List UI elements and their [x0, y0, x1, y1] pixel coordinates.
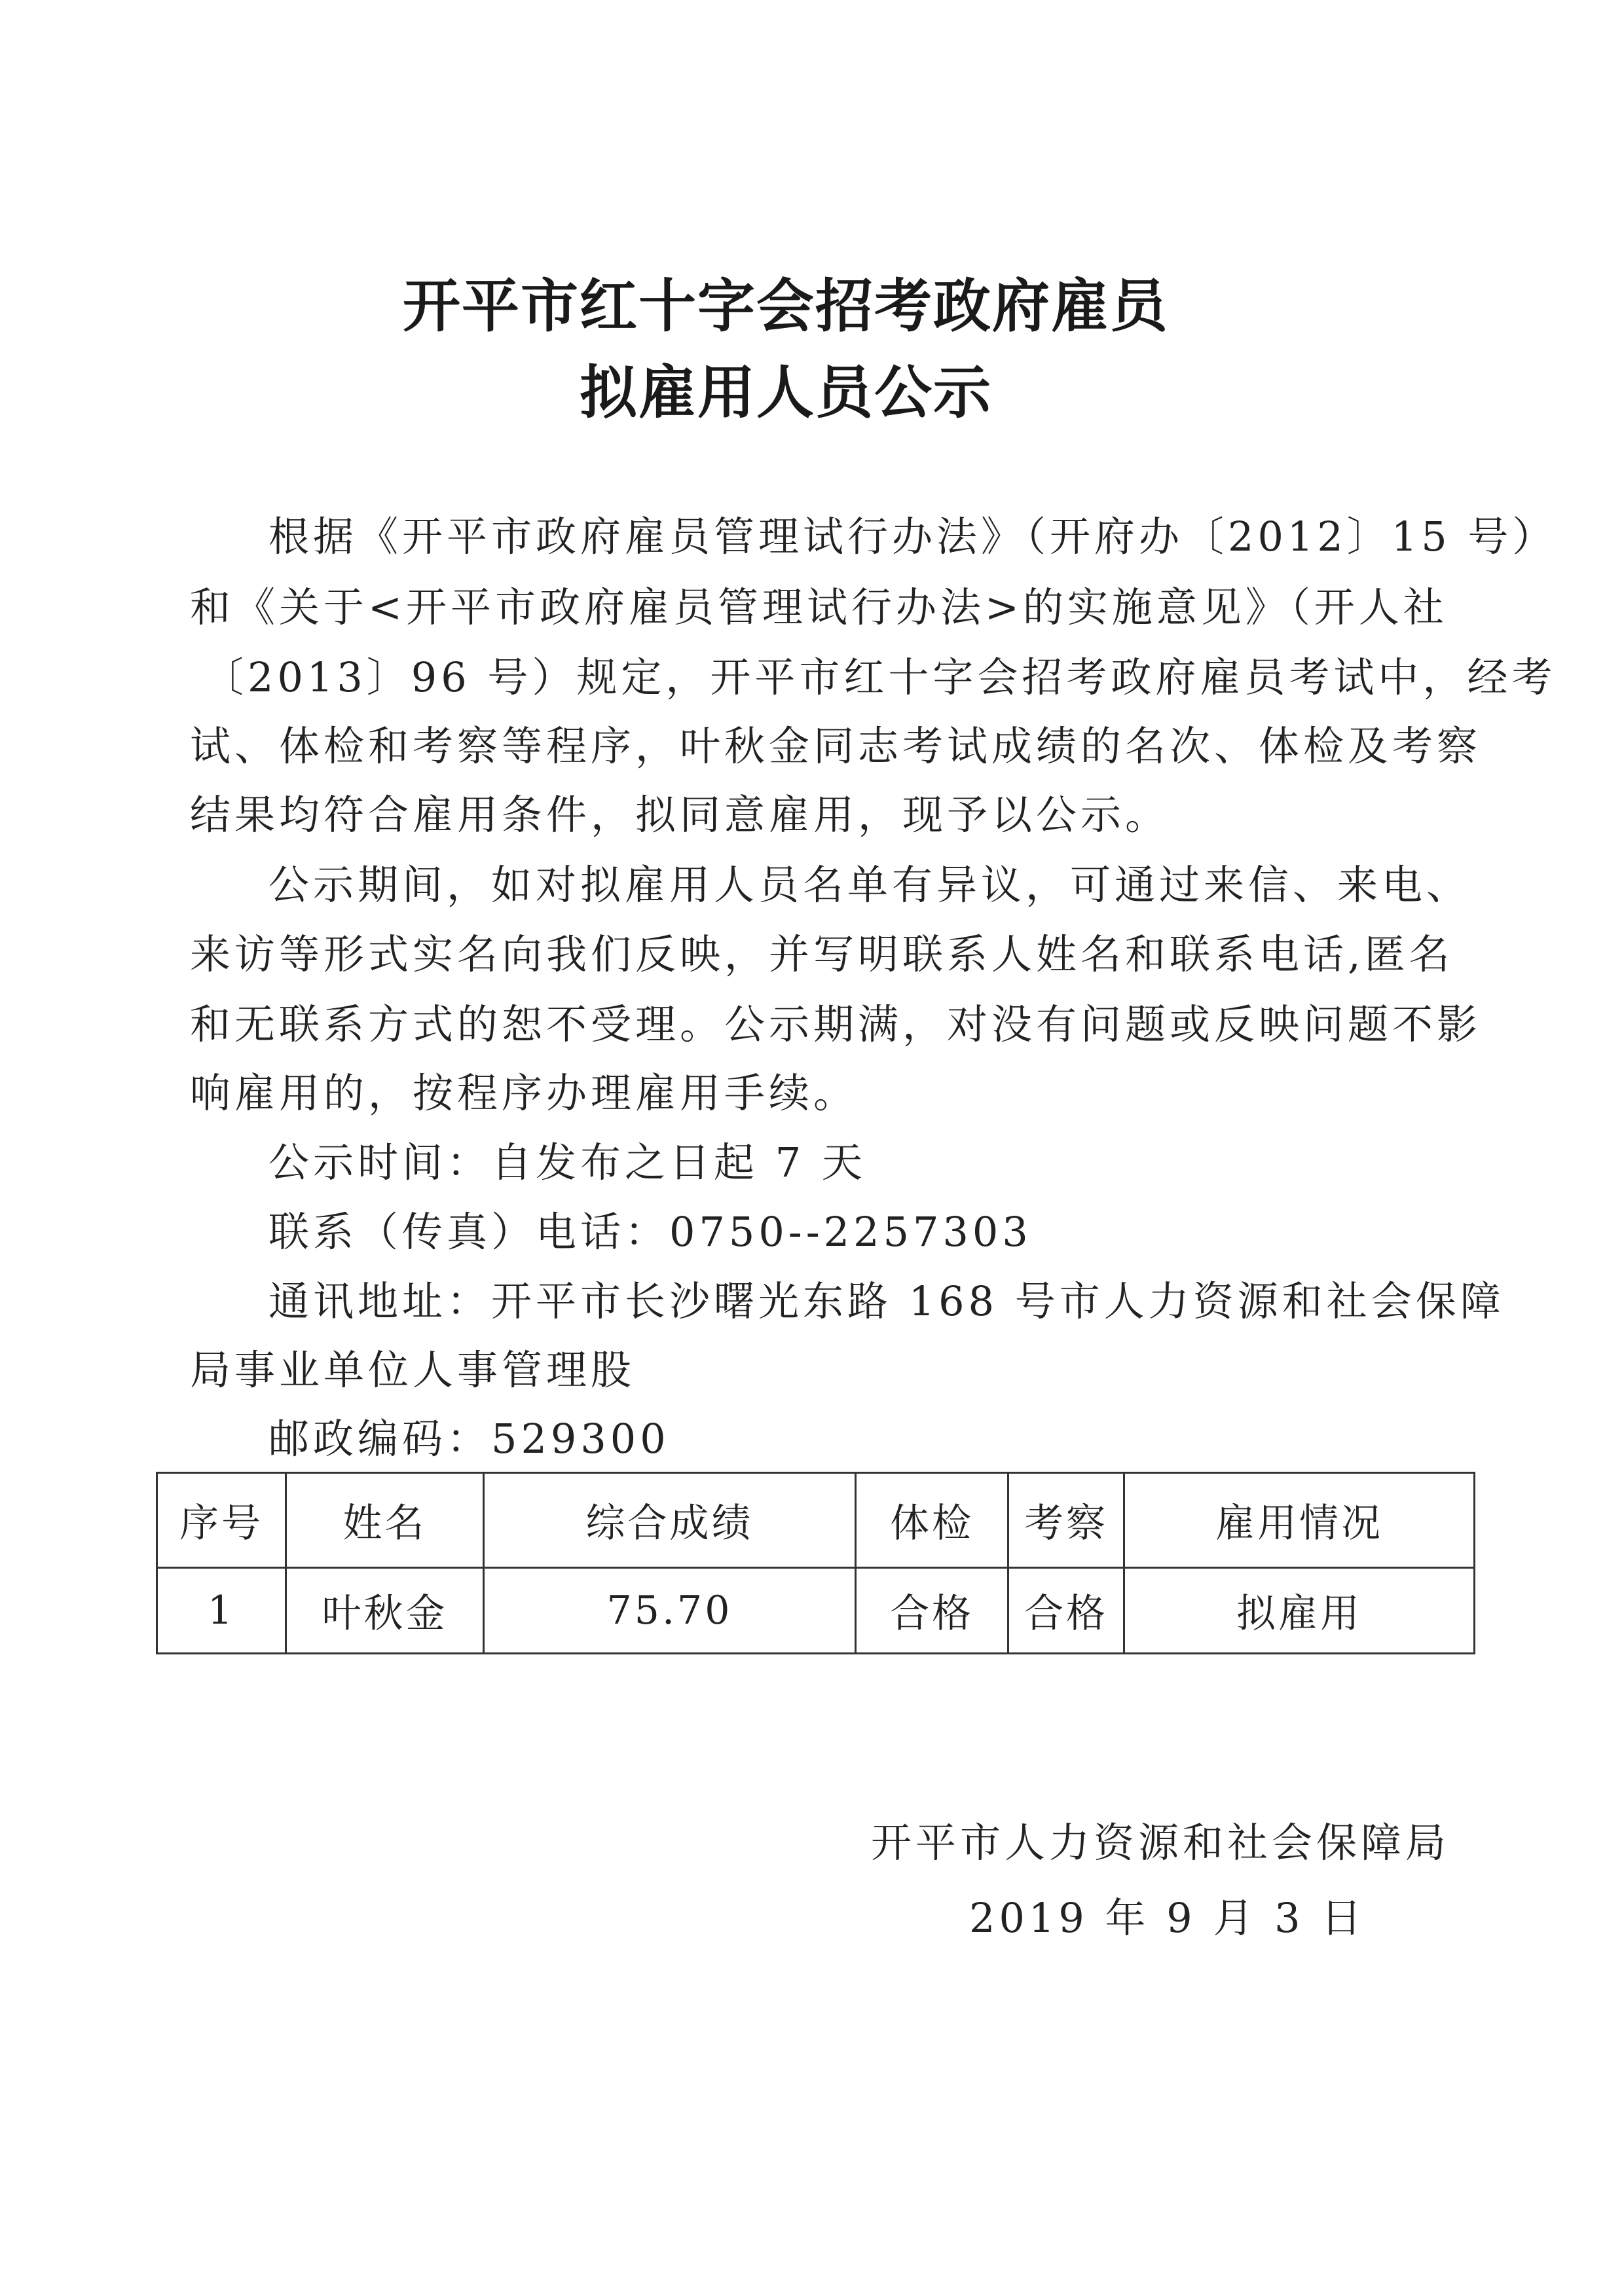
- candidate-table: [156, 1472, 1475, 1654]
- cell-name: 叶秋金: [286, 1568, 484, 1654]
- header-medical: 体检: [856, 1473, 1008, 1568]
- header-inspection: 考察: [1008, 1473, 1124, 1568]
- table-header-row: [157, 1473, 1475, 1568]
- cell-status: 拟雇用: [1124, 1568, 1475, 1654]
- header-score: 综合成绩: [484, 1473, 856, 1568]
- document-title-line2: 拟雇用人员公示: [579, 358, 992, 426]
- address-line1: 通讯地址：开平市长沙曙光东路 168 号市人力资源和社会保障: [268, 1277, 1505, 1325]
- paragraph-line: 根据《开平市政府雇员管理试行办法》（开府办〔2012〕15 号）: [268, 513, 1557, 560]
- header-status: 雇用情况: [1124, 1473, 1475, 1568]
- paragraph-line: 和无联系方式的恕不受理。公示期满，对没有问题或反映问题不影: [190, 1000, 1482, 1048]
- document-title-line1: 开平市红十字会招考政府雇员: [402, 272, 1169, 340]
- paragraph-line: 和《关于<开平市政府雇员管理试行办法>的实施意见》（开人社: [190, 583, 1448, 631]
- contact-phone: 联系（传真）电话：0750--2257303: [268, 1208, 1032, 1256]
- cell-score: 75.70: [484, 1568, 856, 1654]
- notice-period: 公示时间：自发布之日起 7 天: [268, 1139, 866, 1186]
- cell-medical: 合格: [856, 1568, 1008, 1654]
- paragraph-line: 响雇用的，按程序办理雇用手续。: [190, 1069, 858, 1117]
- address-line2: 局事业单位人事管理股: [190, 1346, 636, 1394]
- cell-inspection: 合格: [1008, 1568, 1124, 1654]
- paragraph-line: 〔2013〕96 号）规定，开平市红十字会招考政府雇员考试中，经考: [203, 653, 1557, 701]
- postal-code: 邮政编码：529300: [268, 1415, 670, 1463]
- paragraph-line: 来访等形式实名向我们反映，并写明联系人姓名和联系电话,匿名: [190, 930, 1454, 978]
- header-index: 序号: [157, 1473, 286, 1568]
- paragraph-line: 结果均符合雇用条件，拟同意雇用，现予以公示。: [190, 791, 1170, 839]
- paragraph-line: 试、体检和考察等程序，叶秋金同志考试成绩的名次、体检及考察: [190, 722, 1482, 770]
- cell-index: 1: [157, 1568, 286, 1654]
- signature-date: 2019 年 9 月 3 日: [969, 1894, 1366, 1942]
- table-row: [157, 1568, 1475, 1654]
- header-name: 姓名: [286, 1473, 484, 1568]
- paragraph-line: 公示期间，如对拟雇用人员名单有异议，可通过来信、来电、: [268, 861, 1471, 909]
- signature-organization: 开平市人力资源和社会保障局: [871, 1819, 1450, 1867]
